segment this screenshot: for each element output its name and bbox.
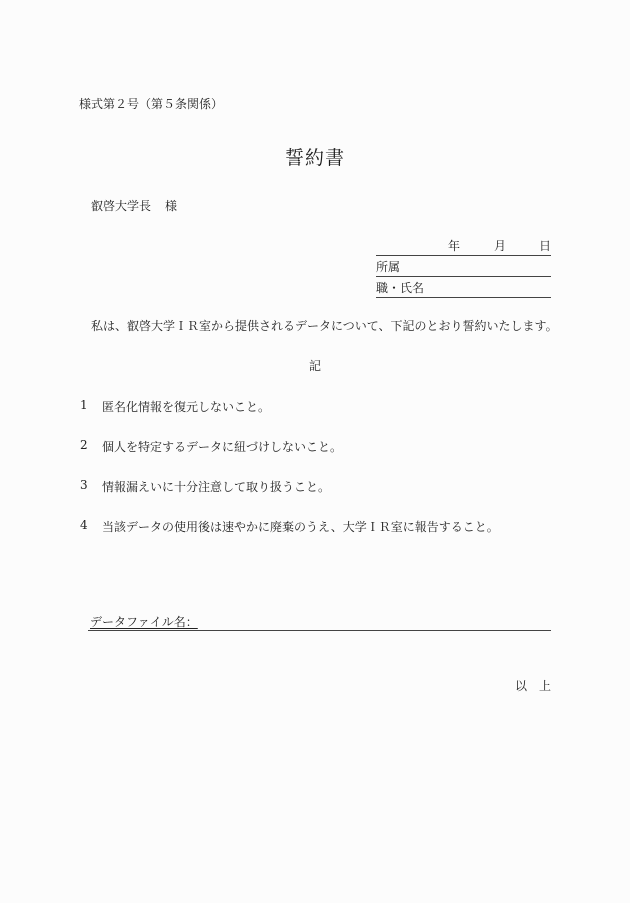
date-day-label: 日 xyxy=(538,239,551,253)
date-year-label: 年 xyxy=(448,239,461,253)
date-field[interactable] xyxy=(376,235,551,256)
item-text: 個人を特定するデータに紐づけしないこと。 xyxy=(102,440,343,454)
addressee-honorific: 様 xyxy=(165,199,178,213)
title-name-field[interactable] xyxy=(376,277,551,298)
closing-ijou xyxy=(515,677,551,694)
title-name-label: 職・氏名 xyxy=(376,281,425,295)
item-text: 情報漏えいに十分注意して取り扱うこと。 xyxy=(102,480,331,494)
closing-char-1: 以 xyxy=(514,679,527,693)
item-text: 当該データの使用後は速やかに廃棄のうえ、大学ＩＲ室に報告すること。 xyxy=(102,520,499,534)
data-file-name-field[interactable] xyxy=(88,616,551,631)
pledge-item xyxy=(80,398,499,438)
pledge-item xyxy=(80,478,499,518)
data-file-name-label: データファイル名： xyxy=(90,615,198,629)
addressee xyxy=(91,197,177,214)
pledge-items xyxy=(80,398,499,558)
item-number: 4 xyxy=(80,518,88,532)
closing-char-2: 上 xyxy=(538,679,551,693)
affiliation-field[interactable] xyxy=(376,256,551,277)
form-number: 様式第２号（第５条関係） xyxy=(79,97,224,111)
item-number: 2 xyxy=(80,438,88,452)
page-title: 誓約書 xyxy=(284,147,345,169)
item-number: 3 xyxy=(80,478,88,492)
date-month-label: 月 xyxy=(494,239,507,253)
item-number: 1 xyxy=(80,398,88,412)
affiliation-label: 所属 xyxy=(376,260,401,274)
pledge-item xyxy=(80,518,499,558)
addressee-name: 叡啓大学長 xyxy=(91,199,152,213)
item-text: 匿名化情報を復元しないこと。 xyxy=(102,400,271,414)
signature-block xyxy=(376,235,551,298)
pledge-statement: 私は、叡啓大学ＩＲ室から提供されるデータについて、下記のとおり誓約いたします。 xyxy=(91,319,558,333)
pledge-item xyxy=(80,438,499,478)
ki-heading: 記 xyxy=(308,359,321,373)
